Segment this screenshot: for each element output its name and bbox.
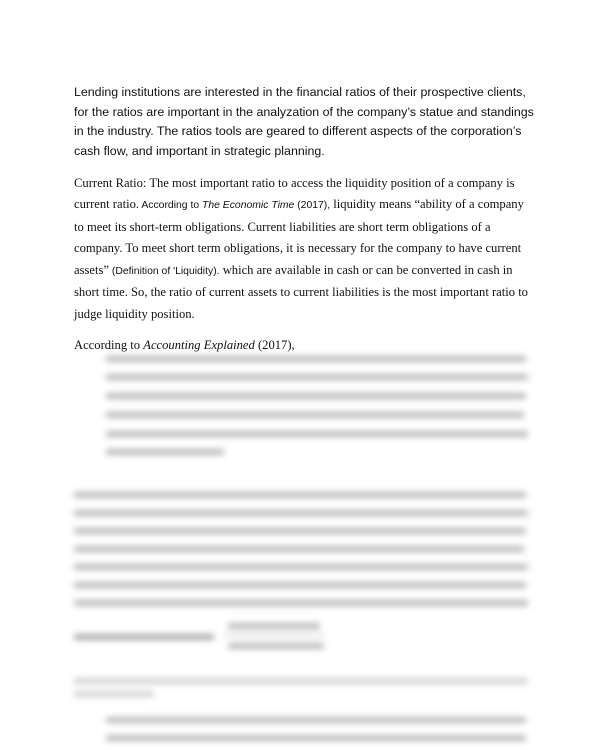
current-ratio-text-2: liquidity means “ability of a company to meet its short-term obligations. Current liabilities are short term obligations of a company. To meet short term obligations, it is necessary for the company to have current assets” <box>74 197 524 277</box>
accounting-explained-source: Accounting Explained <box>143 337 255 352</box>
accounting-explained-prefix: According to <box>74 337 144 352</box>
accounting-explained-suffix: (2017), <box>254 337 295 352</box>
current-ratio-paragraph <box>74 173 536 326</box>
intro-paragraph: Lending institutions are interested in the financial ratios of their prospective clients, for the ratios are important in the analyzation of the company’s statue and standings in the industry. The ratios tools are geared to different aspects of the corporation’s cash flow, and important in strategic planning. <box>74 85 534 158</box>
definition-note: (Definition of 'Liquidity). <box>108 265 220 277</box>
current-ratio-text-3: which are available in cash or can be converted in cash in short time. So, the ratio of current assets to current liabilities is the most important ratio to judge liquidity position. <box>74 262 528 321</box>
citation-prefix: According to <box>139 200 203 212</box>
citation-source: The Economic Time <box>202 200 295 212</box>
blurred-content <box>0 345 601 750</box>
citation-year: (2017), <box>294 200 331 212</box>
blurred-preview-region <box>0 345 601 750</box>
current-ratio-text-1: Current Ratio: The most important ratio to access the liquidity position of a company is current ratio. <box>74 175 515 212</box>
